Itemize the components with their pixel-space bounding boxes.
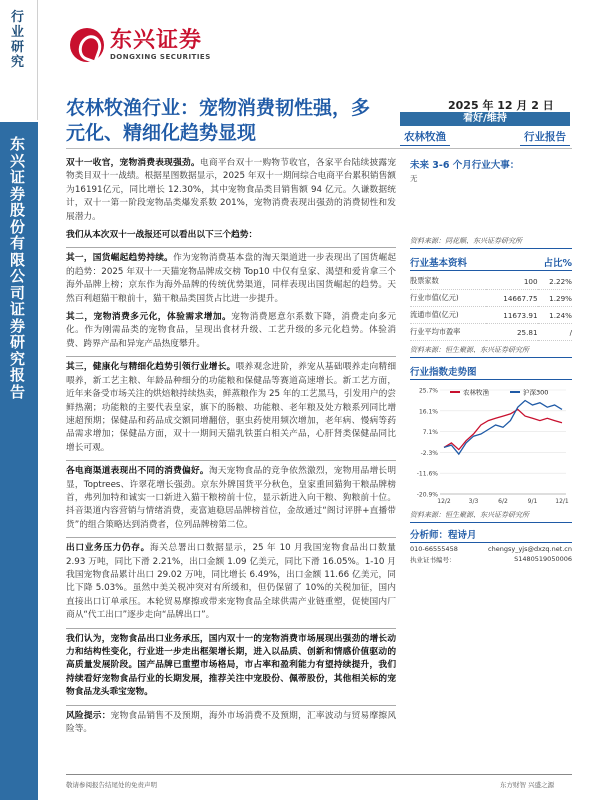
paragraph-text: 作为宠物消费基本盘的淘天渠道进一步表现出了国货崛起的趋势：2025 年双十一天猫宠物品牌成交榜 Top10 中仅有皇家、渴望和爱肯拿三个海外品牌上榜；京东作为海外品牌的传统优势渠道，同样表现出国货崛起的趋势。天然百利超猫干粮前十，猫干粮品类国货占比进一步提升。	[66, 253, 397, 304]
x-tick-label: 12/1	[555, 498, 569, 505]
row-value: 14667.75	[486, 290, 538, 307]
trend-title: 行业指数走势图	[410, 367, 477, 378]
risk-paragraph	[66, 710, 396, 737]
paragraph-text: 电商平台双十一购物节收官，各家平台陆续披露宠物类目双十一战绩。根据星图数据显示，2025 年双十一期间综合电商平台累积销售额为16191亿元，同比增长 12.30%，其中宠物食品类目销售额 94 亿元。久谦数据统计，双十一第一阶段宠物品类爆发系数 201%，宠物消费表现出强劲的消费韧性和发展潜力。	[66, 158, 397, 222]
paragraph-text: 宠物食品销售不及预期，海外市场消费不及预期，汇率波动与贸易摩擦风险等。	[66, 710, 397, 735]
paragraph-lead: 其一，国货崛起趋势持续。	[66, 253, 174, 264]
logo-mark-icon	[70, 28, 104, 62]
rating-badge: 看好/维持	[400, 112, 570, 126]
industry-tag: 农林牧渔	[400, 128, 450, 146]
sidebar-right	[410, 157, 572, 564]
analyst-title: 分析师：程诗月	[410, 527, 572, 543]
divider	[66, 628, 396, 629]
paragraph-text: 淘天宠物食品的竞争依然激烈，宠物用品增长明显，Toptrees、许翠花增长强劲。京东外牌国货平分秋色，皇家重回猫狗干粮品牌榜首，弗列加特和诚实一口新进入猫干粮榜前十位，显示新进入向干粮、狗粮前十位。抖音渠道内容营销与情绪消费，麦富迪稳居品牌榜首位，金故通过“阁讨评胖+直播带货”的组合策略达到消费者，位列品牌榜第二位。	[66, 466, 397, 530]
paragraph-text: 海关总署出口数据显示，25 年 10 月我国宠物食品出口数量 2.93 万吨，同比下滑 2.21%，出口金额 1.09 亿美元，同比下滑 16.05%。1-10 月我国宠物食品累计出口 29.02 万吨，同比增长 6.49%，出口金额 11.66 亿美元，同比下降 5.03%。虽然中美关税冲突对有所缓和，但仍保留了 10%的关税加征，国内直接出口订单承压。本轮贸易摩擦或带来宠物食品全球供需产业链重塑，促使国内厂商从“代工出口”逐步走向“品牌出口”。	[66, 543, 396, 621]
report-date: 2025 年 12 月 2 日	[448, 99, 554, 112]
y-tick-label: 7.1%	[422, 429, 438, 437]
trend-source: 资料来源：恒生聚源、东兴证券研究所	[410, 510, 572, 523]
y-tick-label: -11.6%	[416, 470, 438, 478]
paragraph	[66, 229, 396, 242]
row-value: 100	[486, 273, 538, 290]
paragraph-lead: 风险提示：	[66, 710, 111, 721]
basic-info-header	[410, 255, 572, 271]
basic-info-title: 行业基本资料	[410, 258, 468, 269]
trend-chart-svg	[410, 382, 572, 510]
analyst-email: chengsy_yjs@dxzq.net.cn	[488, 545, 572, 553]
divider	[66, 537, 396, 538]
basic-info-row	[410, 307, 572, 324]
paragraph-lead: 其二，宠物消费多元化，体验需求增加。	[66, 312, 232, 323]
basic-source: 资料来源：恒生聚源、东兴证券研究所	[410, 345, 572, 358]
paragraph-lead: 出口业务压力仍存。	[66, 543, 150, 554]
y-tick-label: 25.7%	[418, 387, 438, 395]
row-label: 行业平均市盈率	[410, 324, 486, 341]
logo-cn: 东兴证券	[110, 28, 203, 53]
trend-header	[410, 364, 572, 380]
basic-info-row	[410, 324, 572, 341]
logo-en: DONGXING SECURITIES	[110, 53, 211, 61]
report-title: 农林牧渔行业：宠物消费韧性强，多元化、精细化趋势显现	[66, 97, 371, 144]
report-tags	[400, 128, 570, 146]
paragraph	[66, 633, 396, 700]
x-tick-label: 3/3	[468, 498, 479, 505]
events-source: 资料来源：同花顺、东兴证券研究所	[410, 236, 572, 249]
paragraph-text: 喂养观念进阶，养宠从基础喂养走向精细喂养，新工艺主粮、年龄品种细分的功能粮和保健品等赛道高速增长。新工艺方面，近年来备受市场关注的烘焙粮持续热卖，鲜蒸粮作为 25 年的工艺黑马，引发用户的尝鲜热潮；功能粮的主要代表皇家，旗下的肠粮、功能粮、老年粮及处方粮系列同比增速超预期；保健品和药品成交额同增翻倍，驱虫药使用频次增加，老年病、慢病等药品需求增加；保健品方面，双十一期间天猫乳铁蛋白相关产品，心肝肾类保健品同比增长可观。	[66, 362, 397, 453]
paragraph-lead: 其三，健康化与精细化趋势引领行业增长。	[66, 362, 236, 373]
y-tick-label: 16.1%	[418, 408, 438, 416]
divider	[66, 460, 396, 461]
row-pct: 2.22%	[538, 273, 572, 290]
paragraph	[66, 252, 396, 306]
analyst-block	[410, 527, 572, 564]
paragraph	[66, 311, 396, 351]
analyst-phone: 010-66555458	[410, 545, 458, 553]
company-logo	[70, 28, 211, 62]
x-tick-label: 9/1	[527, 498, 538, 505]
firm-report-label: 东兴证券股份有限公司证券研究报告	[10, 135, 26, 401]
category-band	[0, 0, 38, 120]
divider	[66, 356, 396, 357]
footer-disclaimer: 敬请参阅报告结尾处的免责声明	[66, 781, 157, 789]
series-line-1	[444, 409, 562, 449]
analyst-cert-label: 执业证书编号：	[410, 556, 456, 564]
paragraph-text: 宠物消费愿意尔系数下降，消费走向多元化。作为刚需品类的宠物食品，呈现出食材升级、工艺升级的多元化趋势。体验消费、跨界产品和异宠产品热度攀升。	[66, 312, 397, 349]
firm-band	[0, 122, 38, 800]
x-tick-label: 6/2	[498, 498, 508, 505]
row-value: 11673.91	[486, 307, 538, 324]
row-value: 25.81	[486, 324, 538, 341]
row-label: 流通市值(亿元)	[410, 307, 486, 324]
events-title: 未来 3-6 个月行业大事：	[410, 160, 520, 171]
legend-label: 农林牧渔	[463, 388, 489, 397]
analyst-cert-line	[410, 555, 572, 564]
index-trend-chart	[410, 382, 572, 510]
y-tick-label: -2.3%	[420, 449, 438, 457]
pct-header: 占比%	[543, 258, 572, 269]
paragraph	[66, 465, 396, 532]
basic-info-row	[410, 273, 572, 290]
row-pct: /	[538, 324, 572, 341]
legend-label: 沪深300	[523, 388, 549, 397]
paragraph	[66, 157, 396, 224]
paragraph	[66, 542, 396, 622]
paragraph-lead: 各电商渠道表现出不同的消费偏好。	[66, 466, 209, 477]
row-label: 行业市值(亿元)	[410, 290, 486, 307]
paragraph	[66, 361, 396, 455]
divider	[66, 705, 396, 706]
divider	[66, 247, 396, 248]
footer-brand: 东方财智 兴盛之源	[500, 781, 555, 789]
report-body	[66, 157, 396, 741]
category-label: 行业研究	[11, 10, 25, 70]
row-pct: 1.29%	[538, 290, 572, 307]
paragraph-lead: 我们从本次双十一战报还可以看出以下三个趋势：	[66, 230, 258, 241]
footer-divider	[66, 774, 572, 775]
y-tick-label: -20.9%	[416, 491, 438, 499]
header-divider	[66, 148, 572, 149]
basic-info-table	[410, 273, 572, 341]
row-label: 股票家数	[410, 273, 486, 290]
events-value: 无	[410, 174, 418, 183]
analyst-cert: S1480519050006	[514, 555, 572, 563]
row-pct: 1.24%	[538, 307, 572, 324]
report-type-tag: 行业报告	[520, 128, 570, 146]
paragraph-lead: 我们认为，宠物食品出口业务承压，国内双十一的宠物消费市场展现出强劲的增长动力和结构性变化，行业进一步走出框架增长期，进入以品质、创新和情感价值驱动的高质量发展阶段。国产品牌已重塑市场格局，市占率和盈利能力有望持续提升，我们持续看好宠物食品行业的长期发展，推荐关注中宠股份、佩蒂股份，其他相关标的宠物食品龙头乖宝宠物。	[66, 633, 396, 698]
basic-info-row	[410, 290, 572, 307]
analyst-contact	[410, 545, 572, 553]
paragraph-lead: 双十一收官，宠物消费表现强劲。	[66, 158, 200, 168]
x-tick-label: 12/2	[437, 498, 451, 505]
